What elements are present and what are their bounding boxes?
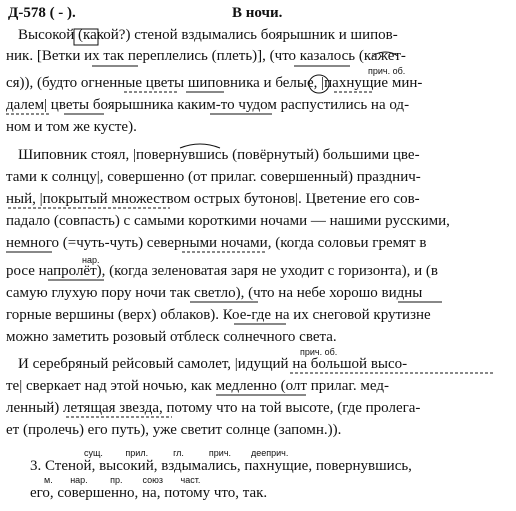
arc-root-2 — [180, 144, 220, 148]
exercise-title: В ночи. — [232, 5, 283, 21]
text-line-p1-1: Высокой (какой?) стеной вздымались боярышник и шипов- — [18, 27, 398, 43]
note-nar-1: нар. — [82, 255, 100, 265]
text-line-p3-1: И серебряный рейсовый самолет, |идущий на большой высо- — [18, 356, 408, 372]
note-prich-ob-2: прич. об. — [300, 347, 338, 357]
text-line-p2-2: тами к солнцу|, совершенно (от прилаг. совершенный) празднич- — [6, 169, 421, 185]
text-line-p2-5: немного (=чуть-чуть) северными ночами, (когда соловьи гремят в — [6, 235, 427, 251]
text-line-p2-9: можно заметить розовый отблеск солнечного света. — [6, 329, 337, 345]
text-line-p3-3: ленный) летящая звезда, потому что на той высоте, (где пролега- — [6, 400, 421, 416]
ending-box — [74, 29, 98, 45]
text-line-p2-8: горные вершины (верх) облаков). Кое-где на их снеговой крутизне — [6, 307, 431, 323]
arc-root-1 — [372, 52, 398, 56]
exercise-number: Д-578 ( - ). — [8, 5, 76, 21]
pos-labels-top: сущ. прил. гл. прич. дееприч. — [84, 448, 289, 458]
task-3-line-1: 3. Стеной, высокий, вздымались, пахнущие, повернувшись, — [30, 458, 412, 474]
text-line-p2-7: самую глухую пору ночи так светло), (что на небе хорошо видны — [6, 285, 423, 301]
text-line-p1-5: ном и том же кусте). — [6, 119, 137, 135]
text-line-p1-4: далем| цветы боярышника каким-то чудом распустились на од- — [6, 97, 410, 113]
text-line-p2-3: ный, |покрытый множеством острых бутонов|. Цветение его сов- — [6, 191, 420, 207]
text-line-p2-4: падало (совпасть) с самыми короткими ночами — нашими русскими, — [6, 213, 450, 229]
text-line-p3-4: ет (пролечь) его путь), уже светит солнце (запомн.)). — [6, 422, 342, 438]
note-prich-ob-1: прич. об. — [368, 66, 406, 76]
text-line-p1-3: ся)), (будто огненные цветы шиповника и белые, |пахнущие мин- — [6, 75, 423, 91]
text-line-p3-2: те| сверкает над этой ночью, как медленно (олт прилаг. мед- — [6, 378, 389, 394]
text-line-p1-2: ник. [Ветки их так переплелись (плеть)], (что казалось (кажет- — [6, 48, 406, 64]
text-line-p2-1: Шиповник стоял, |повернувшись (повёрнутый) большими цве- — [18, 147, 420, 163]
circle-i — [309, 75, 329, 93]
task-3-line-2: его, совершенно, на, потому что, так. — [30, 485, 268, 501]
pos-labels-bottom: м. нар. пр. союз част. — [44, 475, 201, 485]
text-line-p2-6: росе напролёт), (когда зеленоватая заря не уходит с горизонта), и (в — [6, 263, 439, 279]
